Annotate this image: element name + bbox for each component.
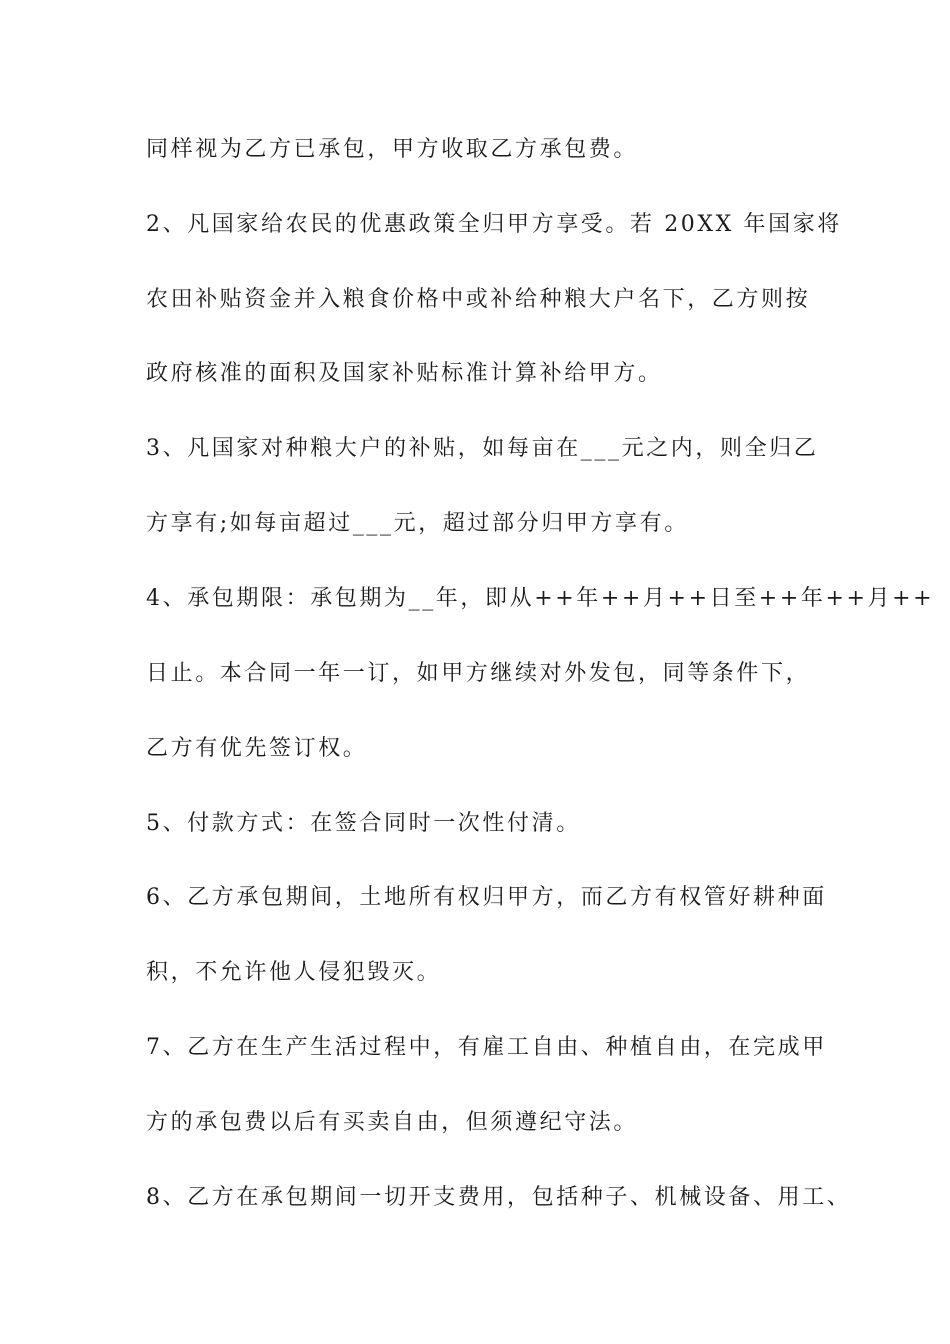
text-line: 乙方有优先签订权。	[146, 736, 368, 761]
text-line: 积，不允许他人侵犯毁灭。	[146, 960, 442, 985]
text-line: 2、凡国家给农民的优惠政策全归甲方享受。若 20XX 年国家将	[146, 212, 842, 237]
text-line: 方的承包费以后有买卖自由，但须遵纪守法。	[146, 1110, 639, 1135]
text-line: 政府核准的面积及国家补贴标准计算补给甲方。	[146, 361, 663, 386]
text-line: 同样视为乙方已承包，甲方收取乙方承包费。	[146, 137, 639, 162]
text-line: 日止。本合同一年一订，如甲方继续对外发包，同等条件下，	[146, 661, 811, 686]
text-line: 7、乙方在生产生活过程中，有雇工自由、种植自由，在完成甲	[146, 1035, 827, 1060]
text-line: 5、付款方式：在签合同时一次性付清。	[146, 811, 581, 836]
text-line: 方享有;如每亩超过___元，超过部分归甲方享有。	[146, 511, 689, 536]
text-line: 3、凡国家对种粮大户的补贴，如每亩在___元之内，则全归乙	[146, 436, 819, 461]
text-line: 8、乙方在承包期间一切开支费用，包括种子、机械设备、用工、	[146, 1185, 852, 1210]
text-line: 农田补贴资金并入粮食价格中或补给种粮大户名下，乙方则按	[146, 287, 811, 312]
text-line: 4、承包期限：承包期为__年，即从++年++月++日至++年++月++	[146, 586, 935, 611]
text-line: 6、乙方承包期间，土地所有权归甲方，而乙方有权管好耕种面	[146, 885, 827, 910]
